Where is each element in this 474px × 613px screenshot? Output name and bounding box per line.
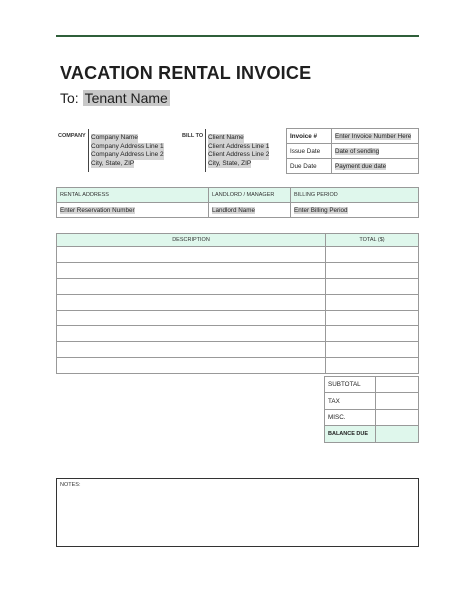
invoice-info-row xyxy=(287,159,419,174)
description-cell[interactable] xyxy=(57,294,326,310)
table-row xyxy=(57,247,419,263)
total-cell[interactable] xyxy=(326,326,419,342)
tenant-name-field[interactable]: Tenant Name xyxy=(84,90,168,106)
tax-value[interactable] xyxy=(376,393,419,409)
company-label: COMPANY xyxy=(58,133,86,139)
invoice-info-row xyxy=(287,144,419,159)
total-header: TOTAL ($) xyxy=(326,234,419,247)
description-header: DESCRIPTION xyxy=(57,234,326,247)
total-cell[interactable] xyxy=(326,358,419,374)
total-cell[interactable] xyxy=(326,278,419,294)
description-cell[interactable] xyxy=(57,358,326,374)
total-cell[interactable] xyxy=(326,342,419,358)
landlord-field[interactable] xyxy=(209,203,291,218)
company-address2-field[interactable]: Company Address Line 2 xyxy=(91,151,164,158)
to-prefix: To: xyxy=(60,90,79,106)
notes-box[interactable] xyxy=(56,478,419,547)
invoice-number-field[interactable] xyxy=(332,129,419,144)
landlord-name-value[interactable]: Landlord Name xyxy=(212,206,256,214)
issue-date-field[interactable] xyxy=(332,144,419,159)
invoice-number-label: Invoice # xyxy=(287,129,332,144)
due-date-field[interactable] xyxy=(332,159,419,174)
table-row xyxy=(57,262,419,278)
misc-label: MISC. xyxy=(325,409,376,425)
description-cell[interactable] xyxy=(57,310,326,326)
table-row xyxy=(57,278,419,294)
table-row xyxy=(57,358,419,374)
rental-value-row xyxy=(57,203,419,218)
issue-date-label: Issue Date xyxy=(287,144,332,159)
company-address1-field[interactable]: Company Address Line 1 xyxy=(91,142,164,150)
table-row xyxy=(57,310,419,326)
subtotal-value[interactable] xyxy=(376,377,419,393)
subtotal-row xyxy=(325,377,419,393)
landlord-header: LANDLORD / MANAGER xyxy=(209,188,291,203)
due-date-label: Due Date xyxy=(287,159,332,174)
client-address1-field[interactable]: Client Address Line 1 xyxy=(208,142,270,150)
issue-date-value[interactable]: Date of sending xyxy=(335,147,380,155)
to-line xyxy=(60,90,170,106)
billing-period-field[interactable] xyxy=(291,203,419,218)
client-address2-field[interactable]: Client Address Line 2 xyxy=(208,151,270,158)
totals-table xyxy=(324,376,419,443)
table-row xyxy=(57,342,419,358)
bill-to-divider xyxy=(205,129,206,172)
bill-to-address xyxy=(208,134,269,168)
rental-details-table xyxy=(56,187,419,218)
description-cell[interactable] xyxy=(57,278,326,294)
misc-row xyxy=(325,409,419,425)
misc-value[interactable] xyxy=(376,409,419,425)
total-cell[interactable] xyxy=(326,294,419,310)
notes-label: NOTES: xyxy=(60,482,81,488)
invoice-info-table xyxy=(286,128,419,174)
description-cell[interactable] xyxy=(57,326,326,342)
table-row xyxy=(57,326,419,342)
client-city-field[interactable]: City, State, ZIP xyxy=(208,159,252,167)
total-cell[interactable] xyxy=(326,310,419,326)
reservation-number-value[interactable]: Enter Reservation Number xyxy=(60,206,135,214)
subtotal-label: SUBTOTAL xyxy=(325,377,376,393)
company-address xyxy=(91,134,164,168)
tax-row xyxy=(325,393,419,409)
description-cell[interactable] xyxy=(57,342,326,358)
rental-address-header: RENTAL ADDRESS xyxy=(57,188,209,203)
invoice-info-row xyxy=(287,129,419,144)
description-cell[interactable] xyxy=(57,247,326,263)
company-city-field[interactable]: City, State, ZIP xyxy=(91,159,135,167)
client-name-field[interactable]: Client Name xyxy=(208,134,244,141)
table-row xyxy=(57,294,419,310)
invoice-title: VACATION RENTAL INVOICE xyxy=(60,63,312,83)
due-date-value[interactable]: Payment due date xyxy=(335,162,387,170)
rental-header-row xyxy=(57,188,419,203)
billing-period-header: BILLING PERIOD xyxy=(291,188,419,203)
bill-to-label: BILL TO xyxy=(182,133,204,139)
total-cell[interactable] xyxy=(326,262,419,278)
billing-period-value[interactable]: Enter Billing Period xyxy=(294,206,348,214)
tax-label: TAX xyxy=(325,393,376,409)
invoice-number-value[interactable]: Enter Invoice Number Here xyxy=(335,132,412,140)
items-header-row xyxy=(57,234,419,247)
top-rule xyxy=(56,35,419,37)
balance-due-value[interactable] xyxy=(376,426,419,442)
description-cell[interactable] xyxy=(57,262,326,278)
company-divider xyxy=(88,129,89,172)
company-name-field[interactable]: Company Name xyxy=(91,134,138,141)
rental-address-field[interactable] xyxy=(57,203,209,218)
total-cell[interactable] xyxy=(326,247,419,263)
line-items-table xyxy=(56,233,419,374)
balance-due-label: BALANCE DUE xyxy=(325,426,376,442)
balance-due-row xyxy=(325,426,419,442)
